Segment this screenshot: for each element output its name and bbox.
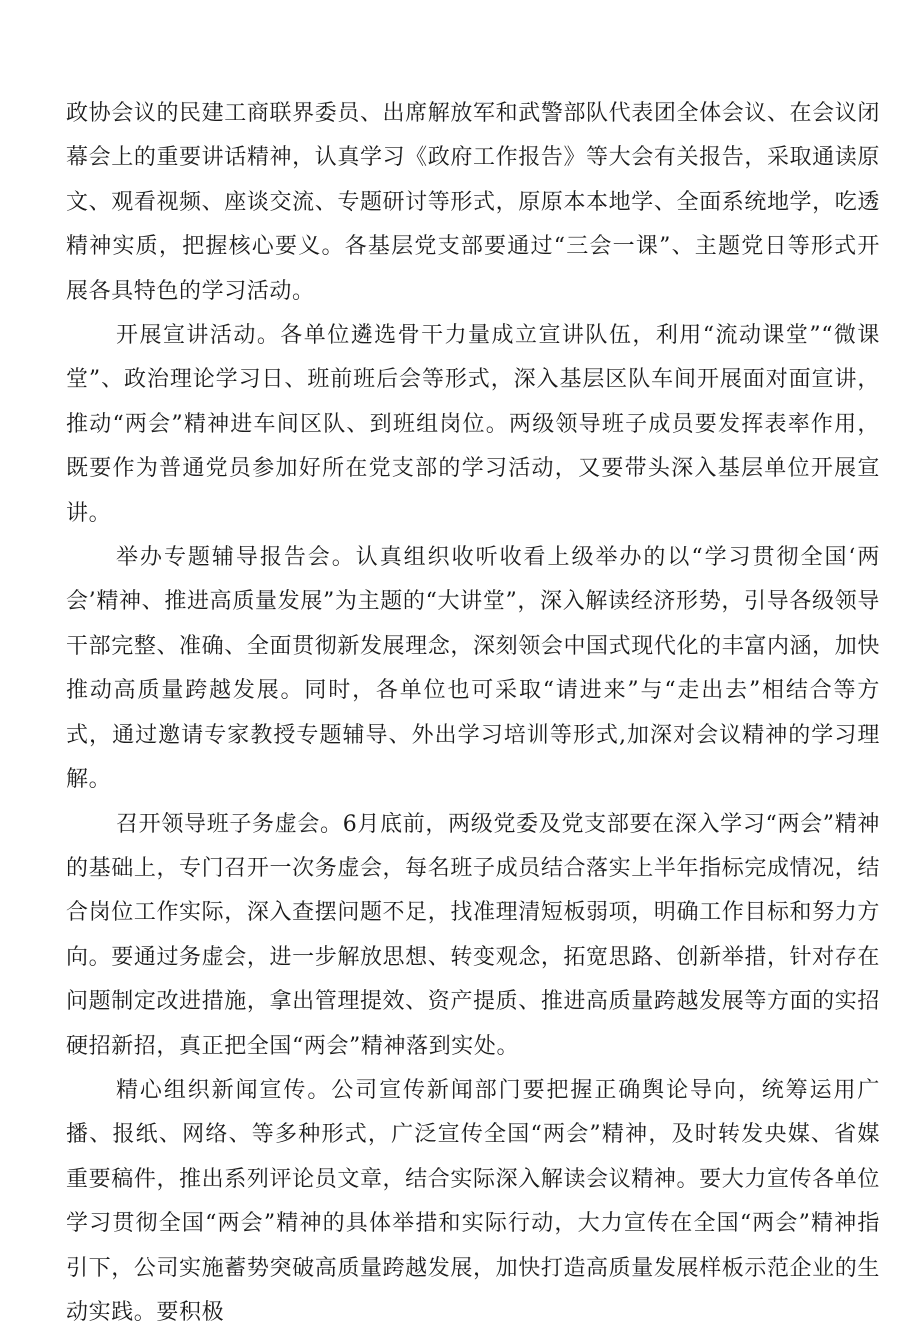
paragraph-leadership-meeting: 召开领导班子务虚会。6月底前，两级党委及党支部要在深入学习“两会”精神的基础上，专门召开一次务虚会，每名班子成员结合落实上半年指标完成情况，结合岗位工作实际，深入查摆问题不足，找准理清短板弱项，明确工作目标和努力方向。要通过务虚会，进一步解放思想、转变观念，拓宽思路、创新举措，针对存在问题制定改进措施，拿出管理提效、资产提质、推进高质量跨越发展等方面的实招硬招新招，真正把全国“两会”精神落到实处。 bbox=[66, 811, 880, 1059]
paragraph-continued-study: 政协会议的民建工商联界委员、出席解放军和武警部队代表团全体会议、在会议闭幕会上的重要讲话精神，认真学习《政府工作报告》等大会有关报告，采取通读原文、观看视频、座谈交流、专题研讨等形式，原原本本地学、全面系统地学，吃透精神实质，把握核心要义。各基层党支部要通过“三会一课”、主题党日等形式开展各具特色的学习活动。 bbox=[66, 101, 880, 304]
paragraph-tutoring-report: 举办专题辅导报告会。认真组织收听收看上级举办的以“学习贯彻全国‘两会’精神、推进高质量发展”为主题的“大讲堂”，深入解读经济形势，引导各级领导干部完整、准确、全面贯彻新发展理念，深刻领会中国式现代化的丰富内涵，加快推动高质量跨越发展。同时，各单位也可采取“请进来”与“走出去”相结合等方式，通过邀请专家教授专题辅导、外出学习培训等形式,加深对会议精神的学习理解。 bbox=[66, 545, 880, 793]
paragraph-preaching-activities: 开展宣讲活动。各单位遴选骨干力量成立宣讲队伍，利用“流动课堂”“微课堂”、政治理论学习日、班前班后会等形式，深入基层区队车间开展面对面宣讲，推动“两会”精神进车间区队、到班组岗位。两级领导班子成员要发挥表率作用，既要作为普通党员参加好所在党支部的学习活动，又要带头深入基层单位开展宣讲。 bbox=[66, 323, 880, 526]
paragraph-news-publicity: 精心组织新闻宣传。公司宣传新闻部门要把握正确舆论导向，统筹运用广播、报纸、网络、等多种形式，广泛宣传全国“两会”精神，及时转发央媒、省媒重要稿件，推出系列评论员文章，结合实际深入解读会议精神。要大力宣传各单位学习贯彻全国“两会”精神的具体举措和实际行动，大力宣传在全国“两会”精神指引下，公司实施蓄势突破高质量跨越发展，加快打造高质量发展样板示范企业的生动实践。要积极 bbox=[66, 1077, 880, 1325]
document-body bbox=[66, 92, 880, 1335]
